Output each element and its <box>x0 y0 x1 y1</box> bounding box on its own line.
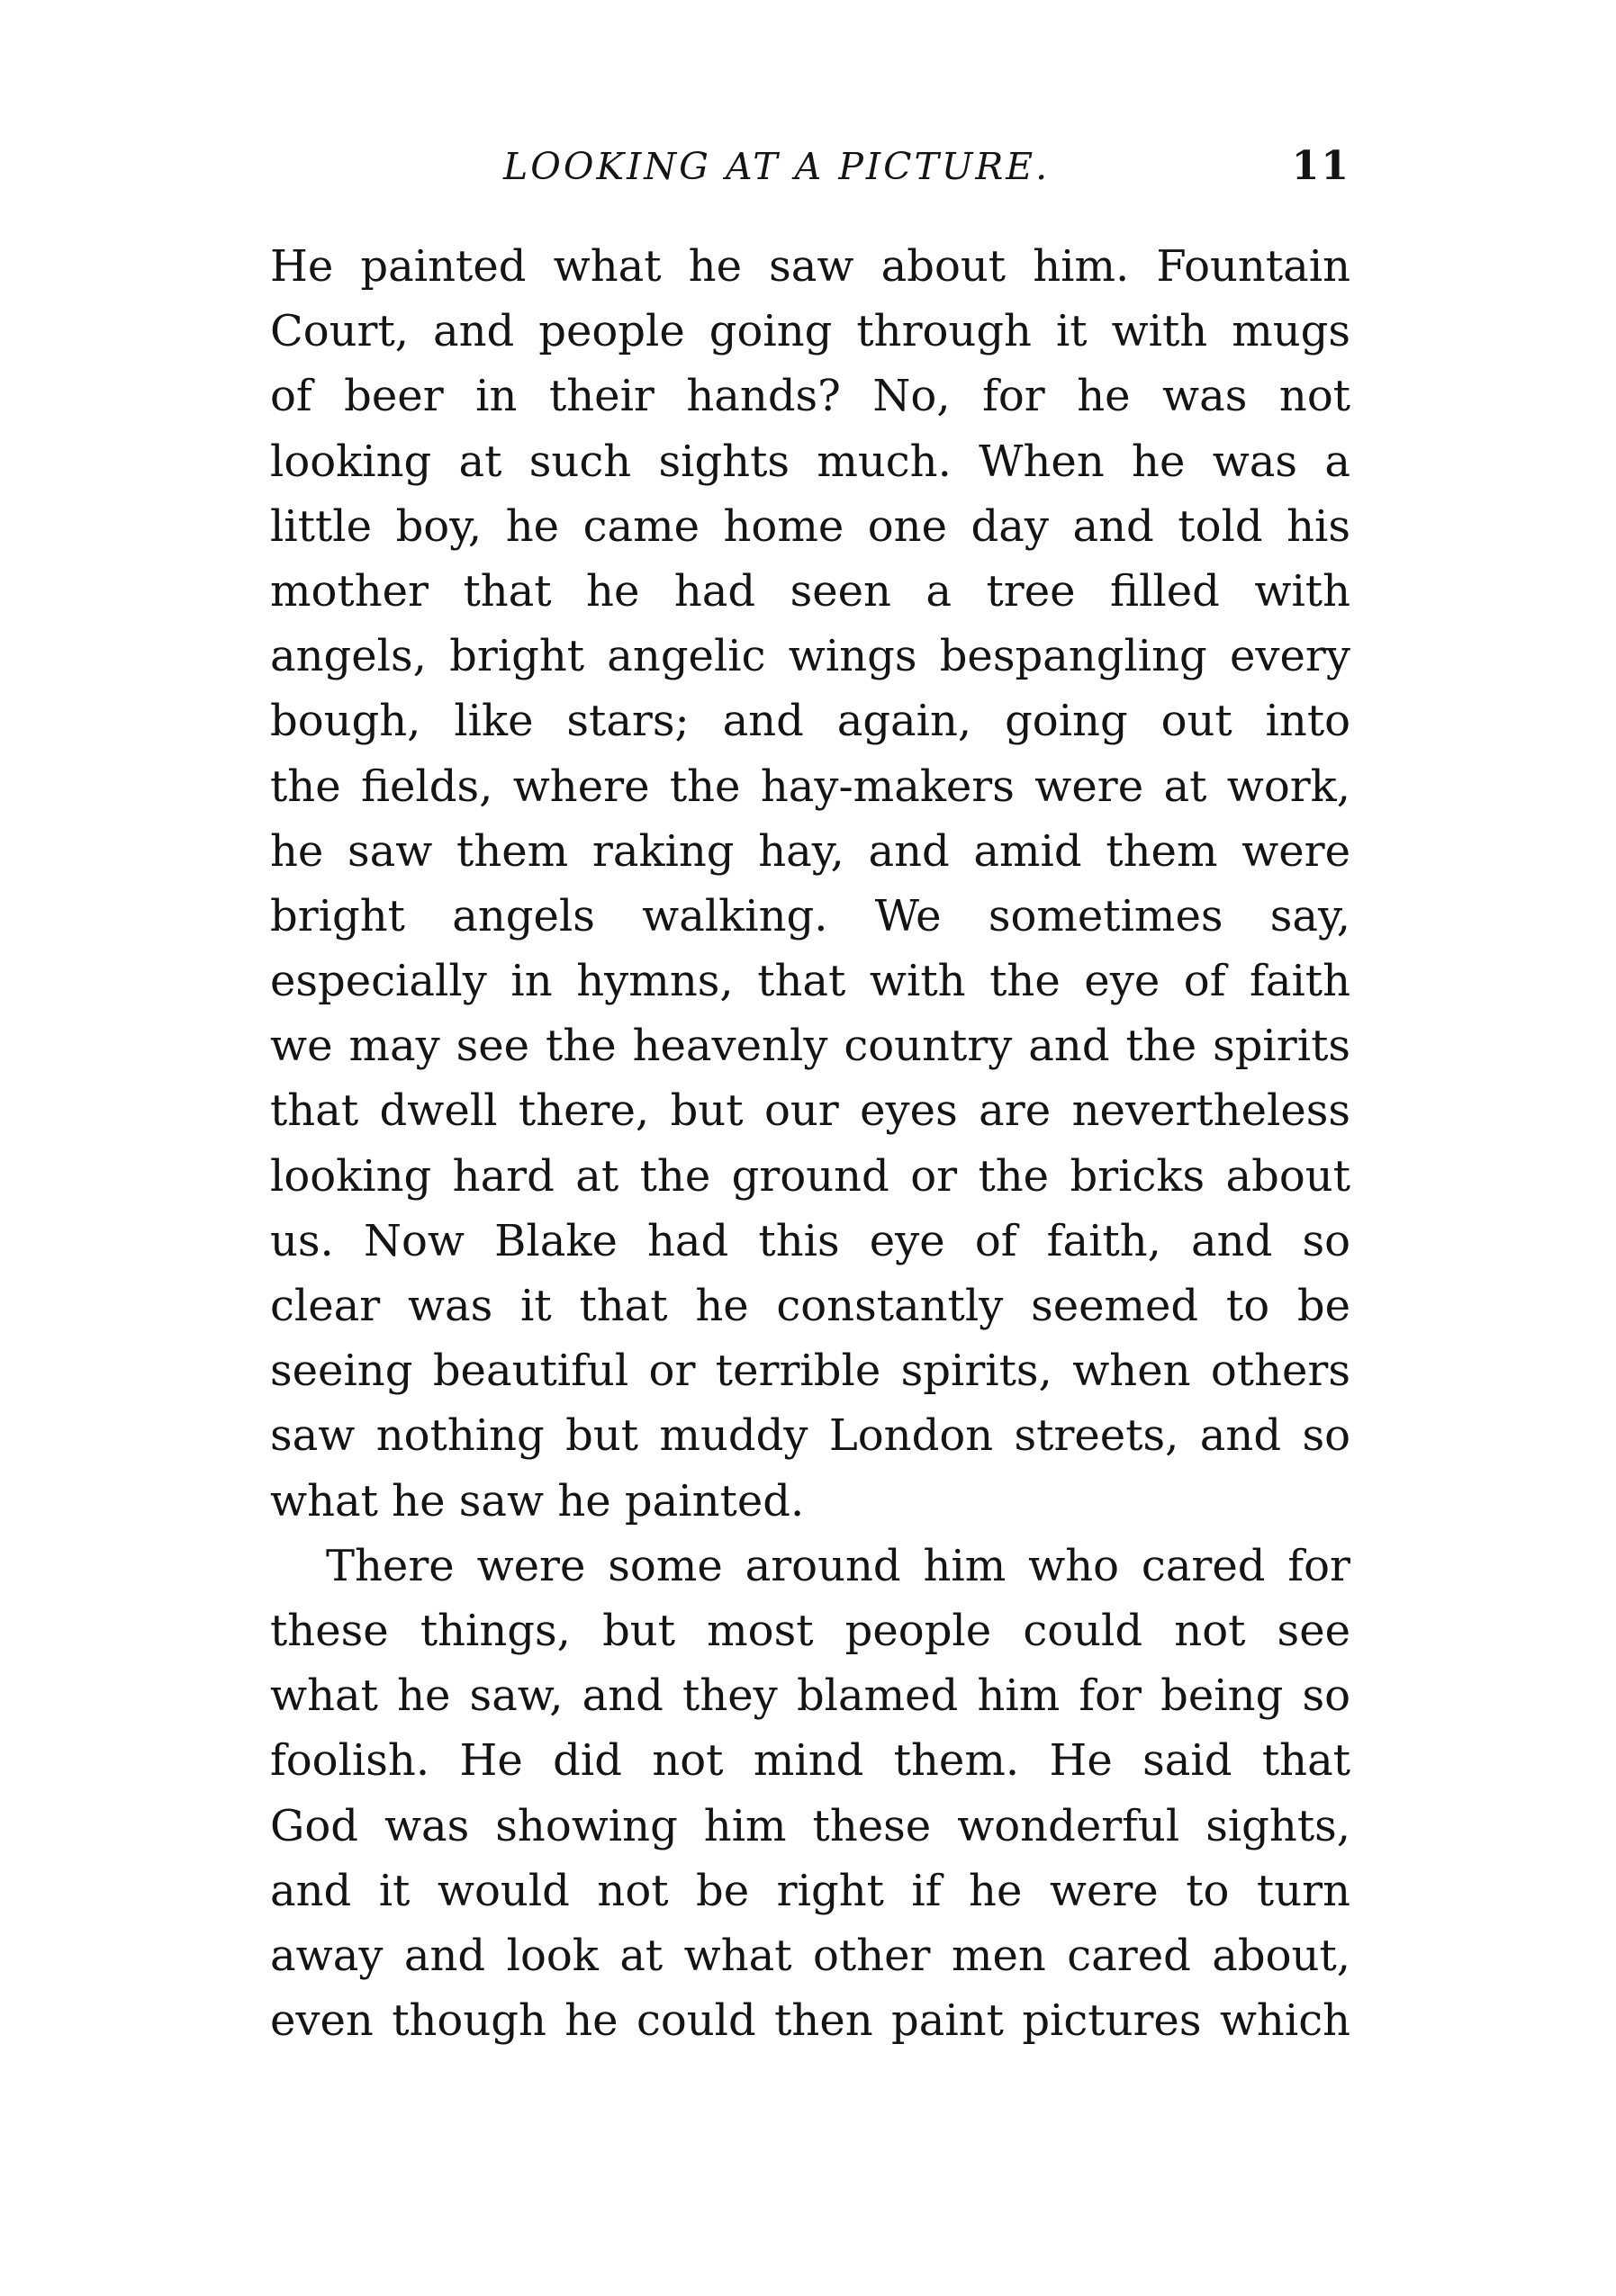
text-line: the fields, where the hay-makers were at work, <box>270 761 1350 812</box>
text-line: away and look at what other men cared about, <box>270 1930 1350 1981</box>
text-line: foolish. He did not mind them. He said that <box>270 1735 1350 1787</box>
running-title: LOOKING AT A PICTURE. <box>503 145 1051 188</box>
text-line: bright angels walking. We sometimes say, <box>270 890 1350 941</box>
body-text <box>270 234 1350 2053</box>
text-line: even though he could then paint pictures which <box>270 1995 1350 2047</box>
text-line: that dwell there, but our eyes are nevertheless <box>270 1085 1350 1137</box>
text-line: what he saw he painted. <box>270 1475 805 1526</box>
text-line: angels, bright angelic wings bespangling every <box>270 631 1350 682</box>
text-line: these things, but most people could not see <box>270 1605 1350 1656</box>
text-line: seeing beautiful or terrible spirits, when others <box>270 1346 1350 1397</box>
running-head <box>270 135 1350 198</box>
text-line: mother that he had seen a tree filled with <box>270 565 1350 617</box>
text-line: Court, and people going through it with mugs <box>270 306 1350 357</box>
text-line: bough, like stars; and again, going out into <box>270 696 1350 747</box>
text-line: looking hard at the ground or the bricks about <box>270 1150 1350 1202</box>
paragraph-1 <box>270 234 1350 1534</box>
text-line: looking at such sights much. When he was a <box>270 436 1350 487</box>
text-line: and it would not be right if he were to turn <box>270 1865 1350 1916</box>
text-line: He painted what he saw about him. Fountain <box>270 241 1350 292</box>
text-line: God was showing him these wonderful sights, <box>270 1800 1350 1851</box>
text-line: what he saw, and they blamed him for being so <box>270 1670 1350 1722</box>
text-line: we may see the heavenly country and the spirits <box>270 1021 1350 1072</box>
text-line: saw nothing but muddy London streets, and so <box>270 1410 1350 1462</box>
text-line: us. Now Blake had this eye of faith, and so <box>270 1215 1350 1266</box>
text-line: especially in hymns, that with the eye of faith <box>270 956 1350 1007</box>
page-number: 11 <box>1291 143 1350 189</box>
paragraph-2 <box>270 1534 1350 2054</box>
text-line: clear was it that he constantly seemed to be <box>270 1281 1350 1331</box>
text-line: he saw them raking hay, and amid them were <box>270 825 1350 877</box>
text-line: There were some around him who cared for <box>326 1540 1350 1591</box>
text-line: little boy, he came home one day and told his <box>270 500 1350 552</box>
text-line: of beer in their hands? No, for he was not <box>270 371 1350 422</box>
